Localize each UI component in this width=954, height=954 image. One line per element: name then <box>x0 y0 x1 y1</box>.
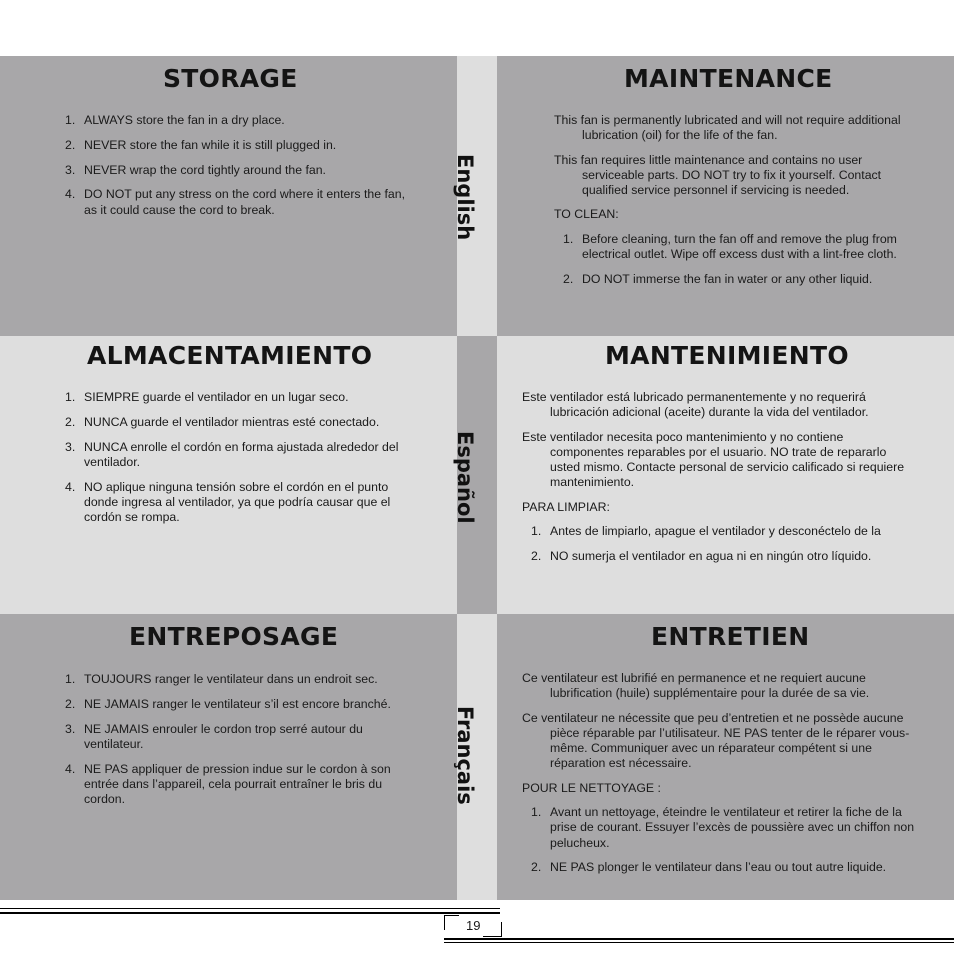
language-label: Français <box>453 706 477 805</box>
section-english <box>0 56 954 336</box>
maintenance-panel <box>497 336 954 614</box>
list-item: 2. NE PAS plonger le ventilateur dans l’eau ou tout autre liquide. <box>531 860 887 875</box>
footer-rule-right <box>444 938 954 940</box>
language-tab-english <box>453 56 497 336</box>
storage-panel <box>0 614 457 900</box>
list-item: 1. TOUJOURS ranger le ventilateur dans un endroit sec. <box>65 672 378 686</box>
storage-title: STORAGE <box>163 64 298 93</box>
list-item: 2. NUNCA guarde el ventilador mientras esté conectado. <box>65 414 380 429</box>
list-item: 4. NO aplique ninguna tensión sobre el cordón en el punto donde ingresa al ventilador, ya que podría causar que el cordón se rompa. <box>65 479 391 525</box>
footer-rule-left <box>0 908 500 909</box>
maintenance-body <box>522 671 916 876</box>
storage-panel <box>0 56 457 336</box>
storage-list <box>65 113 417 218</box>
storage-title: ALMACENTAMIENTO <box>87 341 373 370</box>
section-espanol <box>0 336 954 614</box>
clean-list <box>522 524 916 564</box>
storage-panel <box>0 336 457 614</box>
list-item: 3. NEVER wrap the cord tightly around the fan. <box>65 162 326 177</box>
list-item: 2. DO NOT immerse the fan in water or any other liquid. <box>563 271 873 286</box>
list-item: 4. NE PAS appliquer de pression indue sur le cordon à son entrée dans l’appareil, cela pourrait entraîner le bris du cordon. <box>65 761 391 807</box>
list-item: 1. ALWAYS store the fan in a dry place. <box>65 113 285 127</box>
language-label: English <box>453 154 477 241</box>
page-number-box <box>444 915 502 937</box>
clean-label: PARA LIMPIAR: <box>522 499 610 514</box>
maintenance-body <box>554 113 916 287</box>
clean-label: POUR LE NETTOYAGE : <box>522 780 661 795</box>
clean-label: TO CLEAN: <box>554 207 619 222</box>
clean-list <box>554 232 916 287</box>
language-tab-francais <box>453 614 497 900</box>
list-item: 3. NE JAMAIS enrouler le cordon trop serré autour du ventilateur. <box>65 721 363 751</box>
footer-rule-left <box>0 912 500 914</box>
list-item: 2. NEVER store the fan while it is still plugged in. <box>65 137 337 152</box>
maintenance-paragraph: Ce ventilateur est lubrifié en permanence et ne requiert aucune lubrification (huile) supplémentaire pour la durée de sa vie. <box>522 671 870 701</box>
maintenance-paragraph: This fan is permanently lubricated and will not require additional lubrication (oil) for the life of the fan. <box>554 113 901 143</box>
maintenance-paragraph: This fan requires little maintenance and contains no user serviceable parts. DO NOT try to fix it yourself. Contact qualified service personnel if servicing is needed. <box>554 152 882 198</box>
storage-list <box>65 390 421 526</box>
clean-list <box>522 805 916 876</box>
list-item: 2. NO sumerja el ventilador en agua ni en ningún otro líquido. <box>531 548 872 563</box>
list-item: 3. NUNCA enrolle el cordón en forma ajustada alrededor del ventilador. <box>65 439 399 469</box>
maintenance-paragraph: Este ventilador necesita poco mantenimiento y no contiene componentes reparables por el usuario. NO trate de repararlo usted mismo. Contacte personal de servicio calificado si requiere mantenimiento. <box>522 429 905 490</box>
maintenance-panel <box>497 614 954 900</box>
storage-list <box>65 672 421 808</box>
list-item: 4. DO NOT put any stress on the cord where it enters the fan, as it could cause the cord to break. <box>65 187 406 217</box>
maintenance-title: ENTRETIEN <box>651 622 810 651</box>
maintenance-body <box>522 390 916 564</box>
list-item: 1. Antes de limpiarlo, apague el ventilador y desconéctelo de la <box>531 524 881 539</box>
section-francais <box>0 614 954 900</box>
language-label: Español <box>453 431 477 524</box>
maintenance-paragraph: Ce ventilateur ne nécessite que peu d’entretien et ne possède aucune pièce réparable par l’utilisateur. NE PAS tenter de le réparer vous-même. Communiquer avec un réparateur compétent si une réparation est nécessaire. <box>522 710 910 771</box>
language-tab-espanol <box>453 336 497 614</box>
footer-rule-right <box>444 942 954 943</box>
list-item: 1. SIEMPRE guarde el ventilador en un lugar seco. <box>65 390 349 404</box>
list-item: 1. Avant un nettoyage, éteindre le ventilateur et retirer la fiche de la prise de courant. Essuyer l’excès de poussière avec un chiffon non pelucheux. <box>531 805 915 850</box>
page-number: 19 <box>466 918 481 933</box>
maintenance-title: MANTENIMIENTO <box>605 341 849 370</box>
maintenance-title: MAINTENANCE <box>624 64 833 93</box>
maintenance-panel <box>497 56 954 336</box>
list-item: 1. Before cleaning, turn the fan off and remove the plug from electrical outlet. Wipe off excess dust with a lint-free cloth. <box>563 231 897 262</box>
storage-title: ENTREPOSAGE <box>129 622 339 651</box>
list-item: 2. NE JAMAIS ranger le ventilateur s’il est encore branché. <box>65 696 391 711</box>
maintenance-paragraph: Este ventilador está lubricado permanentemente y no requerirá lubricación adicional (aceite) durante la vida del ventilador. <box>522 390 869 420</box>
